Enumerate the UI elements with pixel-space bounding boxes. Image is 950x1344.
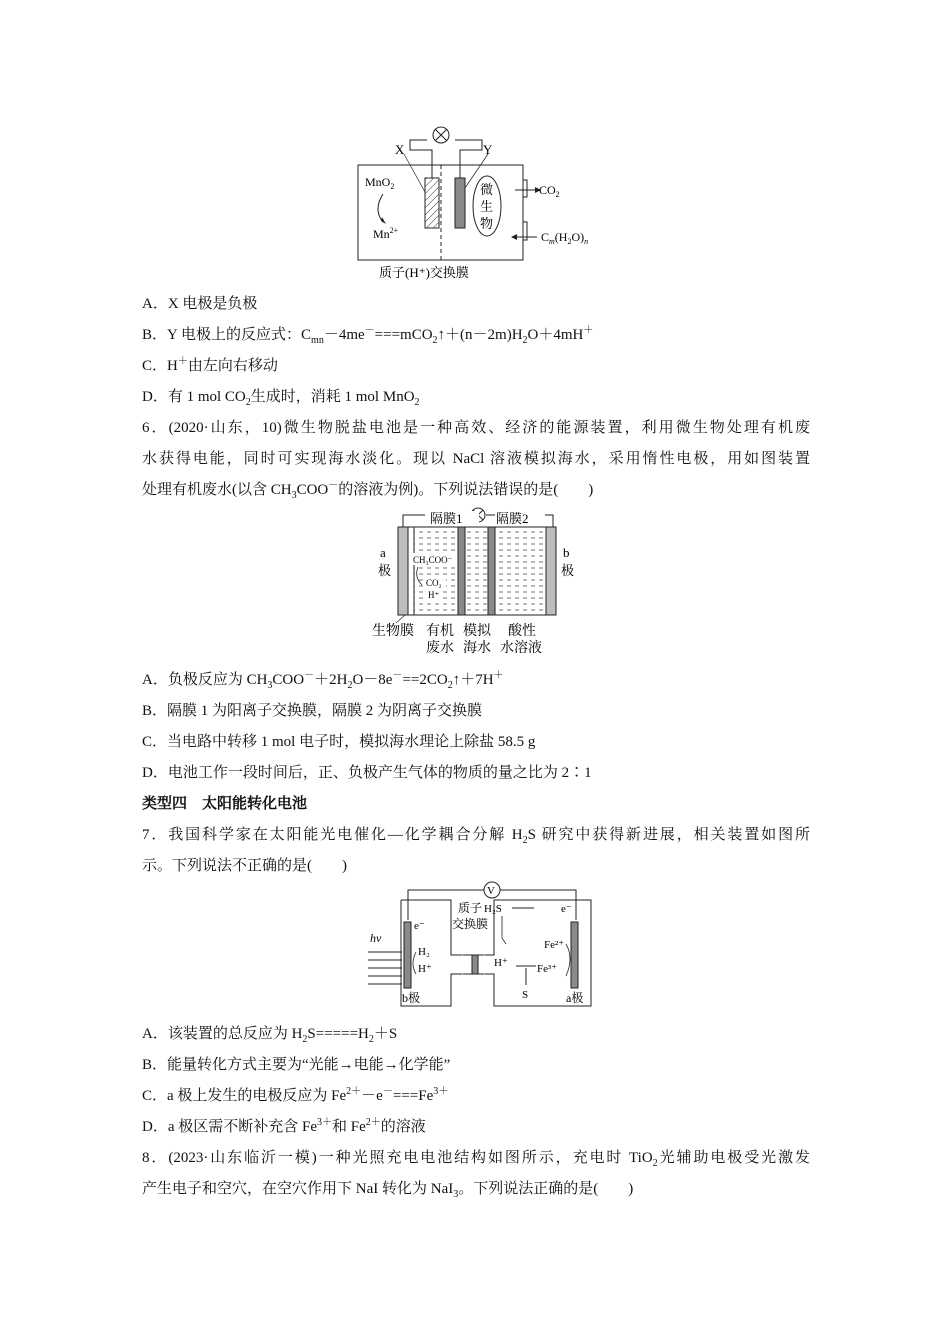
micro-char-1: 微 — [480, 182, 494, 197]
q6-stem-line-1: 6．(2020·山东，10)微生物脱盐电池是一种高效、经济的能源装置，利用微生物处理有机废 — [142, 420, 810, 436]
q5-option-a: A．X 电极是负极 — [142, 296, 258, 312]
q5-option-b: B．Y 电极上的反应式：$C_{mn}-4me^-===mCO_2↑+(n-2m)H_2O+4mH^+$ — [142, 325, 594, 346]
organic-label: 有机 — [426, 624, 454, 639]
electrode-x-label: X — [395, 142, 405, 157]
membrane-caption: 质子(H⁺)交换膜 — [379, 265, 469, 280]
cm-label: $C_m(H_2O)_n$ — [541, 230, 589, 246]
a-pole-letter: a — [380, 545, 386, 560]
hplus-left: H⁺ — [418, 963, 432, 975]
hplus-label-2: H⁺ — [428, 590, 440, 600]
voltmeter-label: V — [487, 885, 495, 897]
q6-option-c: C．当电路中转移 1 mol 电子时，模拟海水理论上除盐 58.5 g — [142, 734, 536, 750]
b-pole-char: 极 — [561, 563, 575, 578]
q7-option-c: C．a 极上发生的电极反应为 $Fe^{2+}-e^-===Fe^{3+}$ — [142, 1086, 449, 1104]
q6-stem-line-2: 水获得电能，同时可实现海水淡化。现以 NaCl 溶液模拟海水，采用惰性电极，用如图装置 — [142, 451, 810, 467]
acid-solution-label: 水溶液 — [500, 641, 542, 656]
biofilm-label: 生物膜 — [372, 624, 414, 639]
b-pole-label: b极 — [402, 991, 421, 1005]
membrane-1-label: 隔膜1 — [430, 511, 463, 526]
q8-stem-line-1: 8．(2023·山东临沂一模)一种光照充电电池结构如图所示，充电时 TiO$_2$光辅助电极受光激发 — [142, 1150, 810, 1169]
q7-option-b: B．能量转化方式主要为“光能→电能→化学能” — [142, 1057, 451, 1073]
q6-option-d: D．电池工作一段时间后，正、负极产生气体的物质的量之比为 2∶1 — [142, 765, 592, 781]
hv-label: hν — [370, 931, 382, 945]
membrane-name-1: 质子 — [458, 901, 483, 915]
mno2-label: MnO$_2$ — [365, 175, 395, 191]
eminus-left: e⁻ — [414, 920, 425, 932]
electrode-y-label: Y — [483, 142, 493, 157]
q7-stem-line-1: 7．我国科学家在太阳能光电催化—化学耦合分解 $H_2S$ 研究中获得新进展，相关装置如图所 — [142, 827, 810, 846]
eminus-right: e⁻ — [561, 903, 572, 915]
membrane-2-label: 隔膜2 — [496, 511, 529, 526]
q7-stem-line-2: 示。下列说法不正确的是( ) — [142, 858, 347, 874]
figure-microbial-cell — [355, 122, 605, 284]
q6-option-a: A．负极反应为 $CH_3COO^-+2H_2O-8e^-==2CO_2↑+7H^+$ — [142, 670, 504, 691]
q5-option-c: C．H＋由左向右移动 — [142, 356, 278, 374]
sulfur-label: S — [522, 989, 529, 1001]
acid-label: 酸性 — [508, 624, 536, 639]
q7-option-d: D．a 极区需不断补充含 $Fe^{3+}$和 $Fe^{2+}$的溶液 — [142, 1117, 426, 1135]
ch3coo-label: CH₃COO⁻ — [413, 555, 453, 565]
co2-label: $CO_2$ — [539, 183, 560, 199]
q5-option-d: D．有 1 mol $CO_2$生成时，消耗 1 mol MnO$_2$ — [142, 389, 420, 408]
figure-solar-cell — [366, 880, 594, 1010]
seawater-label: 模拟 — [463, 624, 491, 639]
q6-stem-line-3: 处理有机废水(以含 $CH_3COO^-$的溶液为例)。下列说法错误的是( ) — [142, 480, 594, 501]
membrane-name-2: 交换膜 — [452, 917, 489, 931]
micro-char-3: 物 — [480, 216, 494, 231]
h2s-label: H₂S — [484, 903, 502, 915]
q6-option-b: B．隔膜 1 为阳离子交换膜，隔膜 2 为阴离子交换膜 — [142, 703, 483, 719]
mn2-label: $Mn^{2+}$ — [373, 226, 399, 241]
micro-char-2: 生 — [480, 199, 494, 214]
q8-stem-line-2: 产生电子和空穴，在空穴作用下 NaI 转化为 NaI$_3$。下列说法正确的是( ) — [142, 1181, 634, 1200]
a-pole-char: 极 — [378, 563, 392, 578]
hplus-right: H⁺ — [494, 957, 508, 969]
figure-desalination-cell — [370, 505, 585, 657]
section-heading: 类型四 太阳能转化电池 — [142, 796, 308, 812]
co2-label-2: CO₂ — [426, 578, 442, 588]
a-pole-label: a极 — [566, 991, 584, 1005]
seawater-label-2: 海水 — [463, 641, 491, 656]
q7-option-a: A．该装置的总反应为 $H_2S=====H_2+S$ — [142, 1026, 398, 1045]
h2-label: H₂ — [418, 946, 430, 958]
fe2-label: Fe²⁺ — [544, 939, 565, 951]
wastewater-label: 废水 — [426, 641, 454, 656]
b-pole-letter: b — [563, 545, 570, 560]
fe3-label: Fe³⁺ — [537, 963, 558, 975]
